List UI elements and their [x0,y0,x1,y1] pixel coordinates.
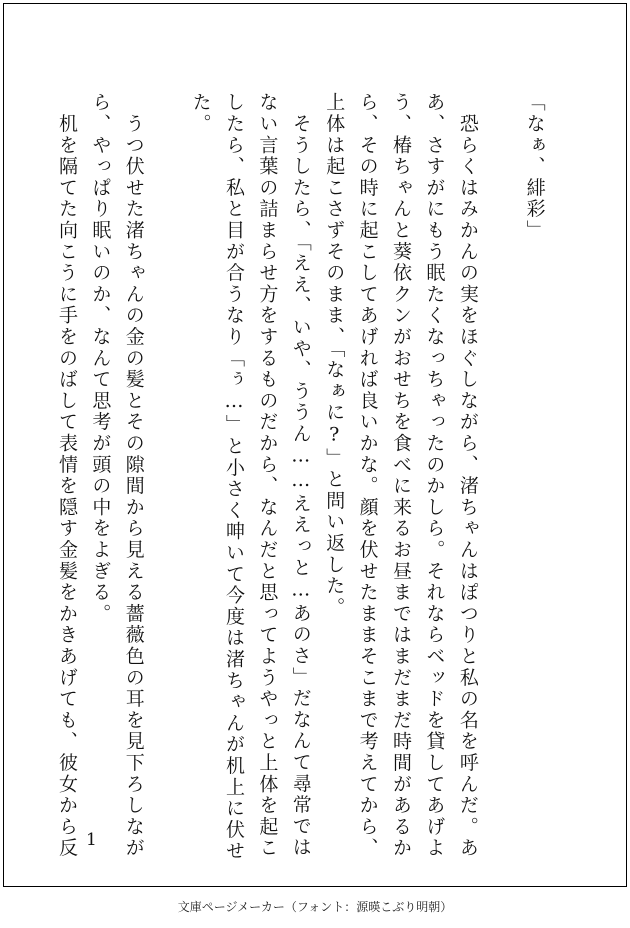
text-line: う、椿ちゃんと葵依クンがおせちを食べに来るお昼まではまだまだ時間があるか [390,92,412,859]
text-line: したら、私と目が合うなり「ぅ…」と小さく呻いて今度は渚ちゃんが机上に伏せ [222,92,245,862]
text-line: た。 [189,92,212,135]
text-line [150,92,183,812]
page-number: 1 [86,830,97,850]
book-page [3,3,627,887]
text-line: 上体は起こさずそのまま、「なぁに?」と問い返した。 [323,92,346,618]
text-line: ない言葉の詰まらせ方をするものだから、なんだと思ってようやっと上体を起こ [256,92,279,859]
text-line: 「なぁ、緋彩」 [523,92,546,242]
text-line: ら、やっぱり眠いのか、なんて思考が頭の中をよぎる。 [89,92,112,625]
text-line: そうしたら、「ええ、いや、ううん……ええっと…あのさ」だなんて尋常では [289,92,312,859]
text-line: うつ伏せた渚ちゃんの金の髪とその隙間から見える薔薇色の耳を見下ろしなが [122,92,145,859]
text-line [551,92,584,812]
vertical-text-block [50,92,584,862]
text-line: ら、その時に起こしてあげれば良いかな。顔を伏せたままそこまで考えてから、 [356,92,379,859]
text-line [484,92,517,812]
footer-credit: 文庫ページメーカー（フォント：源暎こぶり明朝） [177,900,453,914]
text-line: 机を隔てた向こうに手をのばして表情を隠す金髪をかきあげても、彼女から反 [55,92,78,859]
text-line: あ、さすがにもう眠たくなっちゃったのかしら。それならベッドを貸してあげよ [423,92,446,859]
text-line: 恐らくはみかんの実をほぐしながら、渚ちゃんはぽつりと私の名を呼んだ。あ [456,92,479,859]
